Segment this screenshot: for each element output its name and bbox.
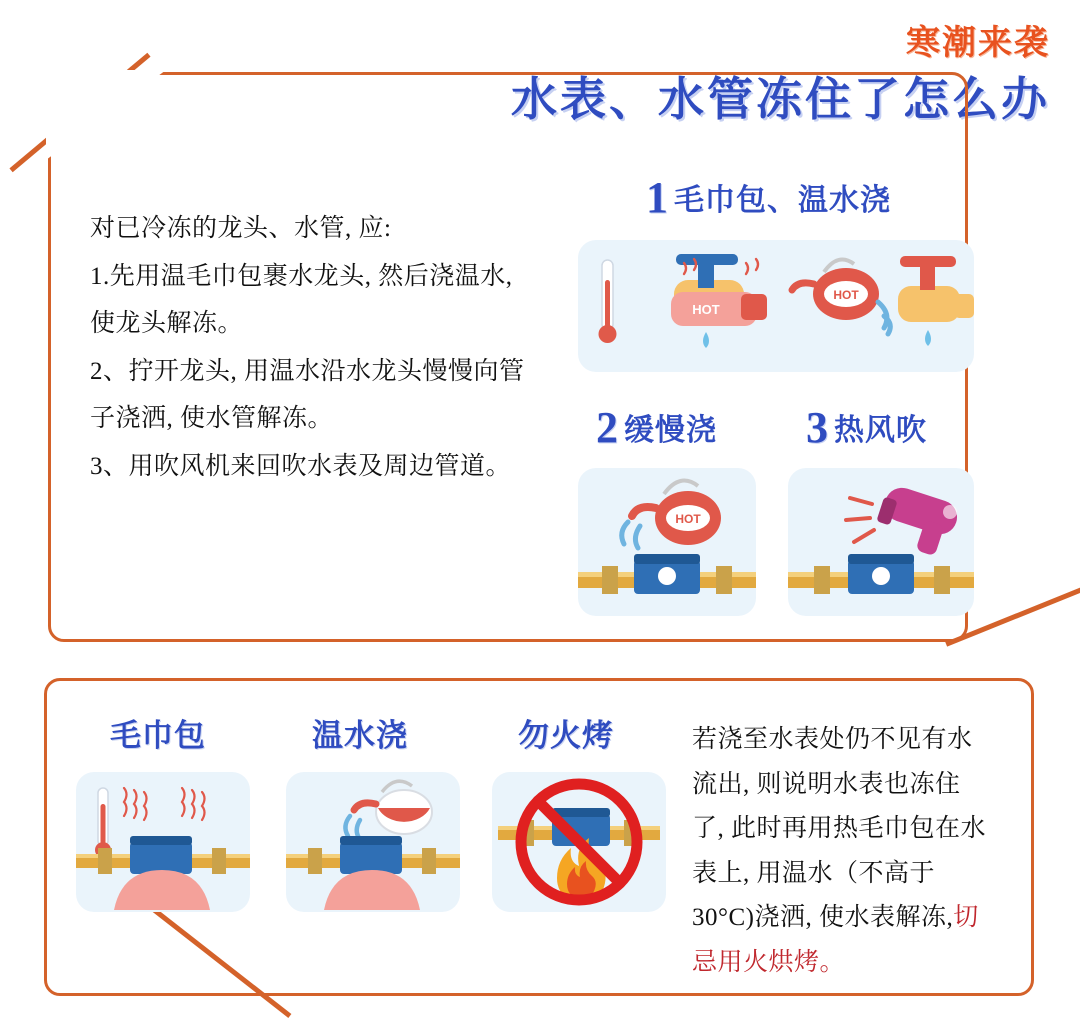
step-1-number: 1 <box>646 173 668 222</box>
bottom-text-warning-inline: 切 <box>953 904 979 931</box>
bottom-label-warm-water: 温水浇 <box>312 718 408 753</box>
figure-towel-warm-water <box>578 240 974 372</box>
bottom-label-no-fire: 勿火烤 <box>518 718 614 753</box>
bottom-text-line-4: 表上, 用温水（不高于 <box>692 859 936 887</box>
step-1-heading <box>646 173 891 222</box>
step-2-heading <box>596 403 717 452</box>
kettle-hot-icon <box>792 260 890 335</box>
bottom-panel-text <box>692 718 1012 985</box>
step-line-2: 使龙头解冻。 <box>90 310 244 337</box>
poster-title: 水表、水管冻住了怎么办 <box>511 73 1050 125</box>
thermometer-icon <box>95 788 111 858</box>
step-line-3: 2、拧开龙头, 用温水沿水龙头慢慢向管 <box>90 357 525 385</box>
step-2-number: 2 <box>596 403 618 452</box>
thermometer-icon <box>599 260 617 343</box>
step-2-label: 缓慢浇 <box>624 413 717 447</box>
poster-kicker: 寒潮来袭 <box>906 24 1050 62</box>
bottom-text-warning-line: 忌用火烘烤。 <box>692 948 846 976</box>
bottom-text-line-5-normal: 30°C)浇洒, 使水表解冻, <box>692 904 954 931</box>
faucet-icon <box>898 256 974 346</box>
svg-text:HOT: HOT <box>692 302 720 317</box>
heat-wave-icon <box>124 788 205 820</box>
step-line-5: 3、用吹风机来回吹水表及周边管道。 <box>90 452 512 480</box>
step-3-label: 热风吹 <box>834 413 927 447</box>
step-line-1: 1.先用温毛巾包裹水龙头, 然后浇温水, <box>90 262 513 290</box>
water-meter-icon <box>286 836 460 874</box>
heat-wave-icon <box>846 498 874 542</box>
bottom-text-line-5 <box>692 896 1012 941</box>
figure-no-fire <box>492 772 666 912</box>
svg-text:HOT: HOT <box>833 288 859 302</box>
bottom-text-line-3: 了, 此时再用热毛巾包在水 <box>692 815 987 842</box>
intro-line: 对已冷冻的龙头、水管, 应: <box>90 215 392 242</box>
top-panel-text <box>90 206 560 491</box>
bottom-label-towel: 毛巾包 <box>110 718 206 753</box>
water-meter-icon <box>788 554 974 594</box>
step-3-heading <box>806 403 927 452</box>
kettle-hot-icon <box>622 481 721 548</box>
step-3-number: 3 <box>806 403 828 452</box>
bottom-text-line-2: 流出, 则说明水表也冻住 <box>692 770 961 798</box>
figure-towel-wrap <box>76 772 250 912</box>
step-1-label: 毛巾包、温水浇 <box>674 183 891 217</box>
svg-text:HOT: HOT <box>675 512 701 526</box>
towel-icon <box>114 870 210 910</box>
towel-icon <box>324 870 420 910</box>
hair-dryer-icon <box>876 483 961 556</box>
step-line-4: 子浇洒, 使水管解冻。 <box>90 405 334 432</box>
kettle-hot-icon <box>345 781 432 838</box>
figure-hot-air <box>788 468 974 616</box>
figure-warm-water-pour <box>286 772 460 912</box>
water-meter-icon <box>578 554 756 594</box>
figure-slow-pour <box>578 468 756 616</box>
bottom-text-line-1: 若浇至水表处仍不见有水 <box>692 726 973 753</box>
